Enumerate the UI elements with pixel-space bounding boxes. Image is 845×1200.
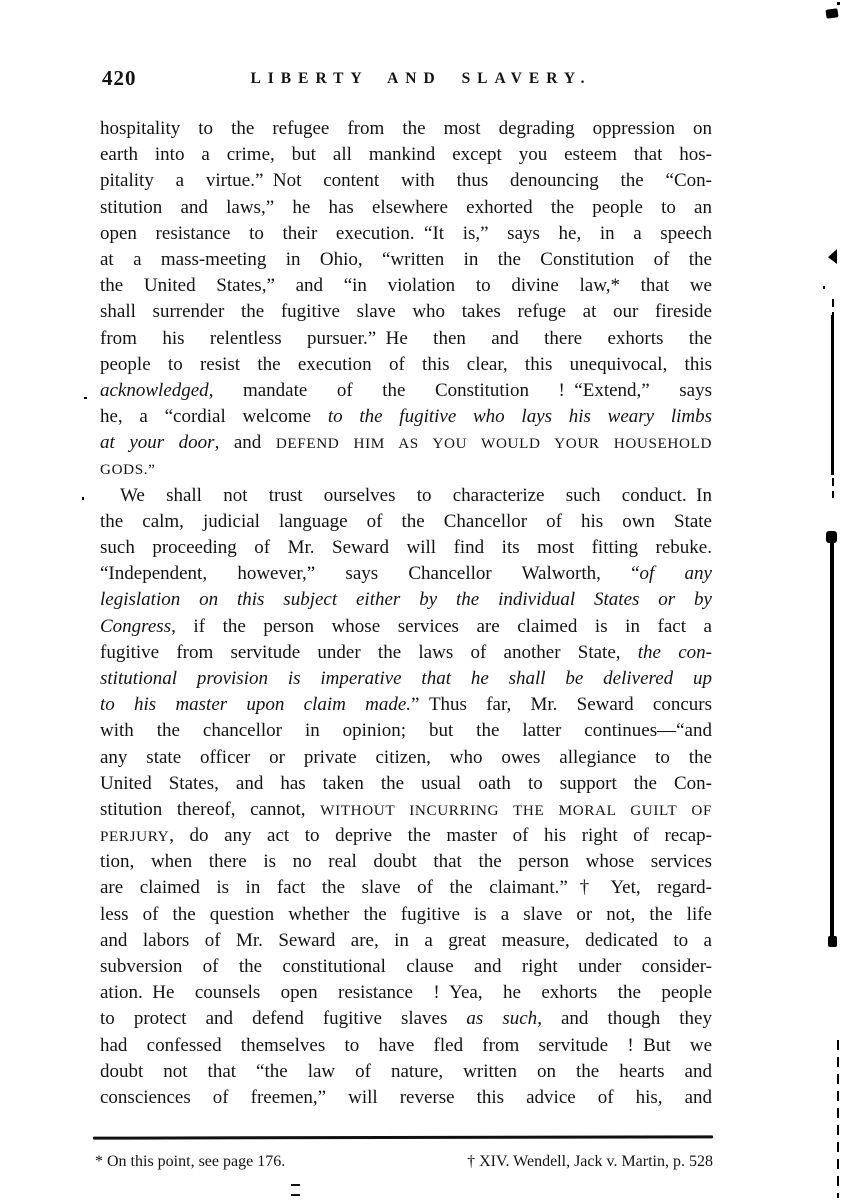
text-line: ation. He counsels open resistance ! Yea, he exhorts the people bbox=[100, 982, 712, 1004]
text-line: doubt not that “the law of nature, written on the hearts and bbox=[100, 1060, 712, 1082]
page-header bbox=[100, 64, 712, 94]
scan-artifact-dot bbox=[823, 286, 825, 289]
footnote-rule bbox=[93, 1135, 713, 1139]
text-line: stitution and laws,” he has elsewhere exhorted the people to an bbox=[100, 196, 712, 218]
scan-artifact-line bbox=[830, 541, 834, 938]
text-line: at a mass-meeting in Ohio, “written in the Constitution of the bbox=[100, 248, 712, 270]
text-line: less of the question whether the fugitive is a slave or not, the life bbox=[100, 903, 712, 925]
text-line: GODS.” bbox=[100, 461, 156, 479]
text-line: acknowledged, mandate of the Constitution ! “Extend,” says bbox=[100, 379, 712, 401]
text-line: had confessed themselves to have fled from servitude ! But we bbox=[100, 1034, 712, 1056]
text-line: consciences of freemen,” will reverse this advice of his, and bbox=[100, 1086, 712, 1108]
text-line: at your door, and DEFEND HIM AS YOU WOULD YOUR HOUSEHOLD bbox=[100, 432, 713, 454]
running-header: LIBERTY AND SLAVERY. bbox=[250, 70, 592, 87]
footnote-left: * On this point, see page 176. bbox=[95, 1153, 286, 1170]
text-line: open resistance to their execution. “It is,” says he, in a speech bbox=[100, 222, 712, 244]
text-line: tion, when there is no real doubt that the person whose services bbox=[100, 851, 712, 873]
text-line: to protect and defend fugitive slaves as such, and though they bbox=[100, 1008, 712, 1030]
text-line: are claimed is in fact the slave of the claimant.”† Yet, regard- bbox=[100, 877, 712, 899]
text-line: pitality a virtue.” Not content with thus denouncing the “Con- bbox=[100, 170, 712, 192]
scan-artifact-line bbox=[831, 315, 834, 475]
scan-artifact-speck bbox=[84, 397, 87, 399]
text-line: PERJURY, do any act to deprive the master of his right of recap- bbox=[100, 825, 712, 847]
text-line: fugitive from servitude under the laws of another State, the con- bbox=[100, 641, 712, 663]
text-line: with the chancellor in opinion; but the latter continues—“and bbox=[100, 720, 712, 742]
text-line: Congress, if the person whose services are claimed is in fact a bbox=[100, 615, 712, 637]
text-line: any state officer or private citizen, who owes allegiance to the bbox=[100, 746, 712, 768]
scan-artifact-dash-line bbox=[832, 299, 834, 315]
text-line: he, a “cordial welcome to the fugitive who lays his weary limbs bbox=[100, 406, 712, 428]
text-line: We shall not trust ourselves to characterize such conduct. In bbox=[120, 484, 712, 506]
text-body bbox=[100, 116, 712, 1111]
scan-artifact-signature-mark bbox=[291, 1184, 300, 1196]
text-line: and labors of Mr. Seward are, in a great measure, dedicated to a bbox=[100, 929, 712, 951]
text-line: the calm, judicial language of the Chancellor of his own State bbox=[100, 510, 712, 532]
scan-artifact-dash-line bbox=[837, 1040, 839, 1198]
text-line: United States, and has taken the usual oath to support the Con- bbox=[100, 772, 712, 794]
footnote-row bbox=[95, 1150, 713, 1174]
scan-artifact-dot bbox=[837, 2, 840, 5]
text-line: “Independent, however,” says Chancellor Walworth, “of any bbox=[100, 563, 712, 585]
scan-artifact-speck bbox=[82, 497, 84, 500]
footnote-right: † XIV. Wendell, Jack v. Martin, p. 528 bbox=[467, 1153, 713, 1170]
scan-artifact-dash-line bbox=[832, 478, 834, 498]
text-line: from his relentless pursuer.” He then and there exhorts the bbox=[100, 327, 712, 349]
text-line: stitution thereof, cannot, WITHOUT INCURRING THE MORAL GUILT OF bbox=[100, 798, 713, 820]
text-line: such proceeding of Mr. Seward will find its most fitting rebuke. bbox=[100, 537, 712, 558]
text-line: shall surrender the fugitive slave who takes refuge at our fireside bbox=[100, 301, 712, 323]
text-line: the United States,” and “in violation to divine law,* that we bbox=[100, 275, 712, 297]
text-line: subversion of the constitutional clause and right under consider- bbox=[100, 956, 712, 977]
text-line: people to resist the execution of this clear, this unequivocal, this bbox=[100, 353, 712, 375]
page-number: 420 bbox=[102, 66, 137, 90]
text-line: stitutional provision is imperative that he shall be delivered up bbox=[100, 667, 712, 689]
scan-artifact-blob bbox=[828, 936, 837, 947]
scan-artifact-flag bbox=[828, 249, 837, 264]
scan-artifact-blob bbox=[825, 8, 838, 19]
text-line: hospitality to the refugee from the most degrading oppression on bbox=[100, 118, 712, 139]
text-line: to his master upon claim made.” Thus far, Mr. Seward concurs bbox=[100, 694, 712, 716]
text-line: legislation on this subject either by the individual States or by bbox=[100, 589, 712, 611]
text-line: earth into a crime, but all mankind except you esteem that hos- bbox=[100, 144, 712, 166]
